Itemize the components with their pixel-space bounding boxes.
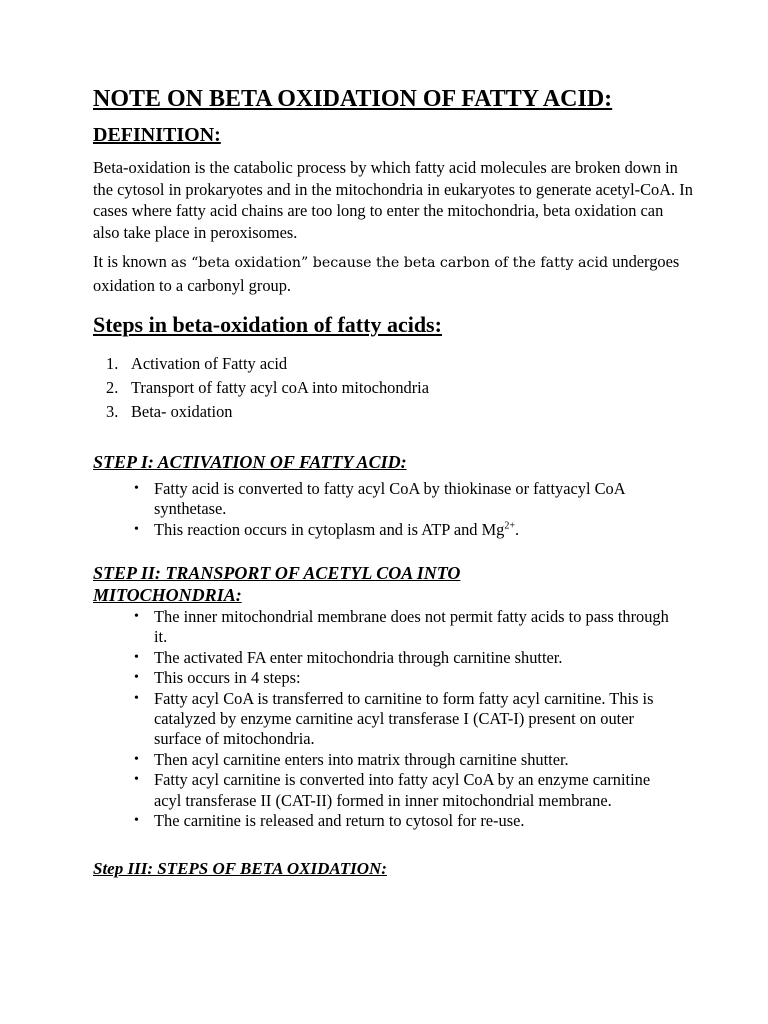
page-title: NOTE ON BETA OXIDATION OF FATTY ACID:	[93, 86, 613, 112]
step2-bullets	[134, 607, 674, 831]
bullet-text: The carnitine is released and return to cytosol for re-use.	[154, 811, 525, 831]
bullet-text: This occurs in 4 steps:	[154, 668, 301, 688]
list-number: 2.	[106, 378, 119, 397]
step1-heading: STEP I: ACTIVATION OF FATTY ACID:	[93, 452, 407, 472]
list-item	[134, 811, 674, 831]
bullet-icon: •	[134, 813, 139, 829]
list-text: Activation of Fatty acid	[131, 354, 288, 373]
paragraph-start: It is known	[93, 252, 171, 271]
bullet-text: The activated FA enter mitochondria through carnitine shutter.	[154, 647, 563, 667]
step1-bullets	[134, 479, 674, 540]
bullet-icon: •	[134, 649, 139, 665]
bullet-text: The inner mitochondrial membrane does not permit fatty acids to pass through it.	[154, 607, 669, 647]
bullet-text: Fatty acyl carnitine is converted into fatty acyl CoA by an enzyme carnitine acyl transferase II (CAT-II) formed in inner mitochondrial membrane.	[154, 770, 651, 810]
list-item	[134, 689, 674, 750]
bullet-end: .	[515, 519, 520, 539]
bullet-icon: •	[134, 481, 139, 496]
bullet-text: Then acyl carnitine enters into matrix through carnitine shutter.	[154, 749, 569, 769]
list-item	[134, 607, 674, 648]
steps-list	[106, 352, 429, 424]
paragraph-end: undergoes oxidation to a carbonyl group.	[93, 252, 680, 295]
bullet-icon: •	[134, 521, 139, 537]
list-item	[134, 520, 674, 540]
step3-heading: Step III: STEPS OF BETA OXIDATION:	[93, 859, 387, 878]
paragraph-highlight: as “beta oxidation” because the beta carbon of the fatty acid	[170, 255, 609, 271]
beta-name-paragraph	[93, 251, 693, 296]
step2-heading: STEP II: TRANSPORT OF ACETYL COA INTO MITOCHONDRIA:	[93, 563, 461, 605]
list-item	[134, 668, 674, 688]
bullet-icon: •	[134, 751, 139, 767]
bullet-text: Fatty acid is converted to fatty acyl CoA by thiokinase or fattyacyl CoA synthetase.	[154, 479, 625, 519]
list-text: Beta- oxidation	[131, 402, 233, 421]
list-number: 1.	[106, 354, 119, 373]
list-item	[134, 750, 674, 770]
list-item	[134, 479, 674, 520]
list-item	[106, 376, 429, 400]
bullet-icon: •	[134, 690, 139, 706]
bullet-icon: •	[134, 670, 139, 686]
list-item	[106, 400, 429, 424]
definition-paragraph: Beta-oxidation is the catabolic process by which fatty acid molecules are broken down in the cytosol in prokaryotes and in the mitochondria in eukaryotes to generate acetyl-CoA. In cases where fatty acid chains are too long to enter the mitochondria, beta oxidation can also take place in peroxisomes.	[93, 158, 693, 242]
list-item	[134, 770, 674, 811]
bullet-icon: •	[134, 772, 139, 788]
bullet-text: Fatty acyl CoA is transferred to carnitine to form fatty acyl carnitine. This is catalyzed by enzyme carnitine acyl transferase I (CAT-I) present on outer surface of mitochondria.	[154, 688, 654, 749]
list-number: 3.	[106, 402, 119, 421]
definition-heading: DEFINITION:	[93, 124, 221, 146]
bullet-icon: •	[134, 609, 139, 624]
list-text: Transport of fatty acyl coA into mitochondria	[131, 378, 430, 397]
list-item	[134, 648, 674, 668]
superscript: 2+	[504, 520, 516, 532]
list-item	[106, 352, 429, 376]
steps-heading: Steps in beta-oxidation of fatty acids:	[93, 312, 442, 337]
bullet-text: This reaction occurs in cytoplasm and is ATP and Mg	[154, 519, 505, 539]
